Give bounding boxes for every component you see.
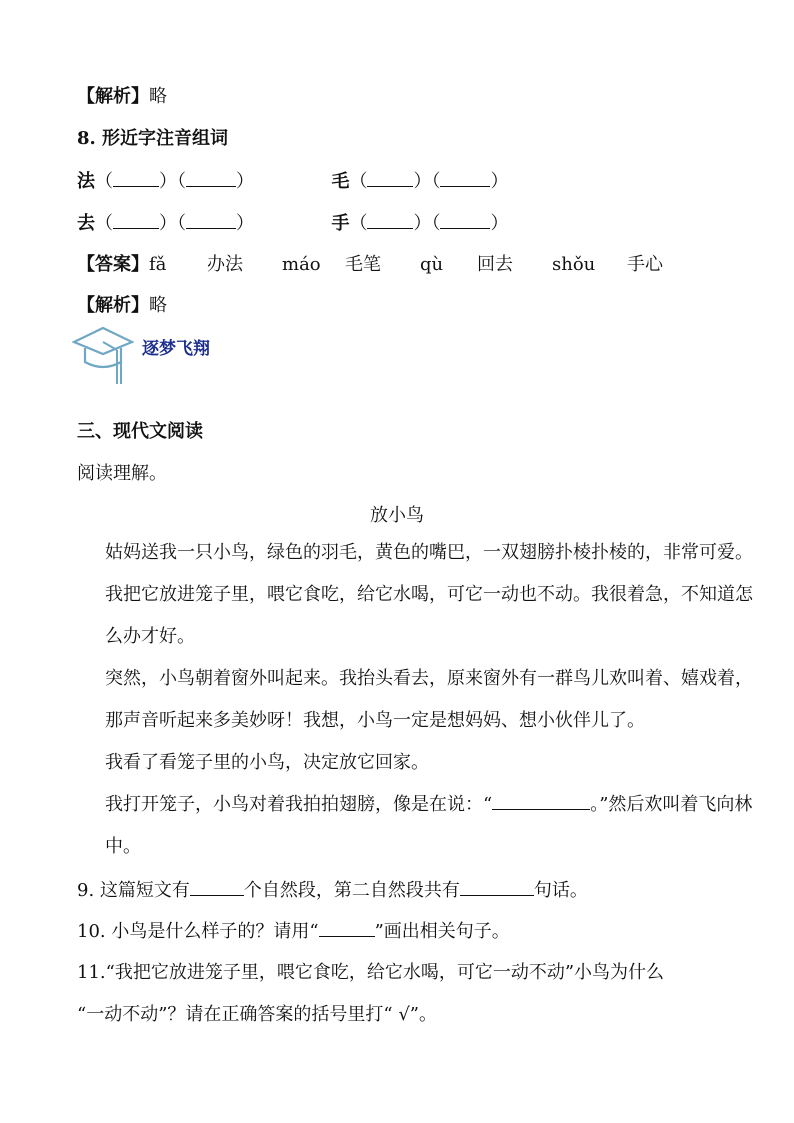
passage-paragraph-2: 突然，小鸟朝着窗外叫起来。我抬头看去，原来窗外有一群鸟儿欢叫着、嬉戏着，那声音听起来多美妙呀！我想，小鸟一定是想妈妈、想小伙伴儿了。 — [105, 668, 753, 731]
question-11: 11.“我把它放进笼子里，喂它食吃，给它水喝，可它一动不动”小鸟为什么 — [77, 962, 665, 983]
answer-item: fǎ — [149, 254, 167, 275]
question-10: 10. 小鸟是什么样子的？请用“ ”画出相关句子。 — [77, 918, 510, 945]
passage-paragraph-4: 我打开笼子，小鸟对着我拍拍翅膀，像是在说：“ 。”然后欢叫着飞向林中。 — [77, 784, 755, 868]
answer-blank[interactable] — [367, 168, 413, 187]
analysis-text: 略 — [149, 295, 167, 316]
answer-blank[interactable] — [460, 877, 534, 896]
answer-blank[interactable] — [492, 791, 590, 810]
section-3-title: 三、现代文阅读 — [77, 421, 203, 442]
answer-blank[interactable] — [186, 168, 236, 187]
answer-item: máo — [282, 254, 321, 275]
answer-item: 回去 — [477, 254, 513, 275]
question-11-line-2: “一动不动”？请在正确答案的括号里打“ √”。 — [77, 1004, 437, 1025]
passage-paragraph-1: 姑妈送我一只小鸟，绿色的羽毛，黄色的嘴巴，一双翅膀扑棱扑棱的，非常可爱。我把它放进笼子里，喂它食吃，给它水喝，可它一动也不动。我很着急，不知道怎么办才好。 — [105, 542, 753, 647]
answer-blank[interactable] — [440, 210, 490, 229]
q8-char: 去 — [77, 213, 95, 234]
analysis-line-1 — [77, 84, 167, 110]
q8-char: 毛 — [331, 171, 350, 192]
answer-label: 【答案】 — [77, 254, 149, 275]
answer-blank[interactable] — [186, 210, 236, 229]
analysis-line-2 — [77, 293, 167, 319]
answer-blank[interactable] — [367, 210, 413, 229]
answer-item: qù — [420, 254, 444, 275]
answer-blank[interactable] — [440, 168, 490, 187]
question-8-title: 8. 形近字注音组词 — [77, 128, 229, 149]
answer-blank[interactable] — [190, 877, 244, 896]
answer-blank[interactable] — [113, 210, 159, 229]
q8-row-1: 法（ ）（ ） 毛（ ）（ ） — [77, 168, 508, 195]
answer-blank[interactable] — [319, 918, 375, 937]
answer-item: 毛笔 — [345, 254, 381, 275]
q8-char: 手 — [331, 213, 350, 234]
q8-char: 法 — [77, 171, 95, 192]
answer-item: shǒu — [552, 254, 596, 275]
question-9: 9. 这篇短文有 个自然段，第二自然段共有 句话。 — [77, 877, 588, 904]
passage-paragraph-3: 我看了看笼子里的小鸟，决定放它回家。 — [105, 752, 429, 773]
graduation-cap-icon — [72, 322, 134, 384]
answer-blank[interactable] — [113, 168, 159, 187]
analysis-label: 【解析】 — [77, 86, 149, 107]
analysis-text: 略 — [149, 86, 167, 107]
analysis-label: 【解析】 — [77, 295, 149, 316]
logo-text: 逐梦飞翔 — [142, 339, 210, 359]
q8-row-2: 去（ ）（ ） 手（ ）（ ） — [77, 210, 508, 237]
reading-instruction: 阅读理解。 — [77, 463, 167, 484]
passage-title: 放小鸟 — [370, 505, 424, 526]
answer-line — [77, 252, 663, 278]
answer-item: 手心 — [627, 254, 663, 275]
answer-item: 办法 — [207, 254, 243, 275]
